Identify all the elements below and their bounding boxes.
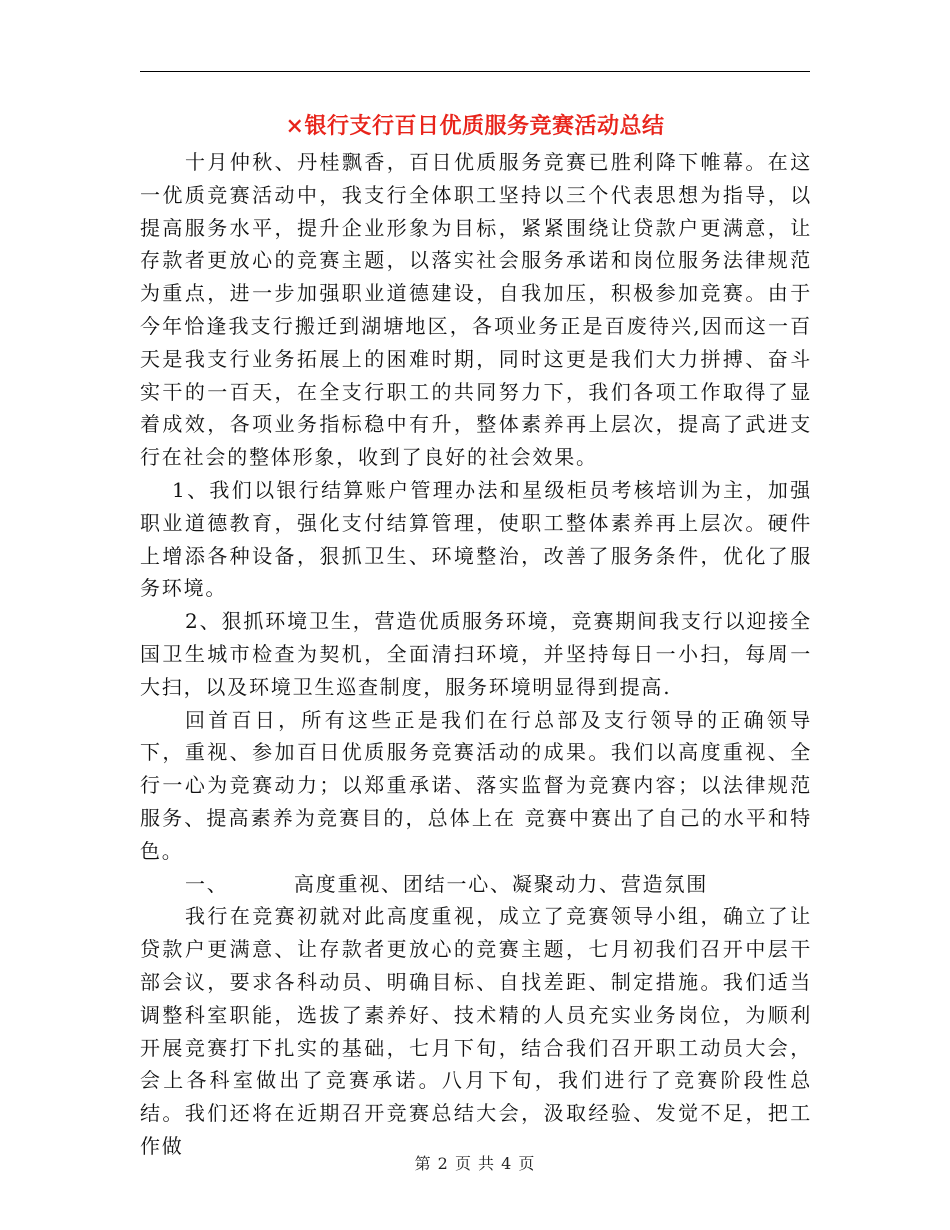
- page-footer: 第 2 页 共 4 页: [414, 1154, 536, 1173]
- paragraph-item-2: 2、狠抓环境卫生，营造优质服务环境，竞赛期间我支行以迎接全国卫生城市检查为契机，全面清扫环境，并坚持每日一小扫，每周一大扫，以及环境卫生巡查制度，服务环境明显得到提高.: [140, 609, 812, 699]
- paragraph-section-1: 我行在竞赛初就对此高度重视，成立了竞赛领导小组，确立了让贷款户更满意、让存款者更放心的竞赛主题，七月初我们召开中层干部会议，要求各科动员、明确目标、自找差距、制定措施。我们适当调整科室职能，选拔了素养好、技术精的人员充实业务岗位，为顺利开展竞赛打下扎实的基础，七月下旬，结合我们召开职工动员大会，会上各科室做出了竞赛承诺。八月下旬，我们进行了竞赛阶段性总结。我们还将在近期召开竞赛总结大会，汲取经验、发觉不足，把工作做: [140, 904, 812, 1158]
- document-title: ×银行支行百日优质服务竞赛活动总结: [285, 113, 665, 139]
- paragraph-intro: 十月仲秋、丹桂飘香，百日优质服务竞赛已胜利降下帷幕。在这一优质竞赛活动中，我支行全体职工坚持以三个代表思想为指导，以提高服务水平，提升企业形象为目标，紧紧围绕让贷款户更满意，让存款者更放心的竞赛主题，以落实社会服务承诺和岗位服务法律规范为重点，进一步加强职业道德建设，自我加压，积极参加竞赛。由于今年恰逢我支行搬迁到湖塘地区，各项业务正是百废待兴,因而这一百天是我支行业务拓展上的困难时期，同时这更是我们大力拼搏、奋斗实干的一百天，在全支行职工的共同努力下，我们各项工作取得了显着成效，各项业务指标稳中有升，整体素养再上层次，提高了武进支行在社会的整体形象，收到了良好的社会效果。: [140, 150, 812, 470]
- section-heading-1: 一、 高度重视、团结一心、凝聚动力、营造氛围: [185, 871, 709, 896]
- paragraph-review: 回首百日，所有这些正是我们在行总部及支行领导的正确领导下，重视、参加百日优质服务竞赛活动的成果。我们以高度重视、全行一心为竞赛动力；以郑重承诺、落实监督为竞赛内容；以法律规范服务、提高素养为竞赛目的，总体上在 竞赛中赛出了自己的水平和特色。: [140, 707, 812, 863]
- header-rule: [140, 71, 810, 72]
- document-body: [140, 146, 812, 1163]
- paragraph-item-1: 1、我们以银行结算账户管理办法和星级柜员考核培训为主，加强职业道德教育，强化支付结算管理，使职工整体素养再上层次。硬件上增添各种设备，狠抓卫生、环境整治，改善了服务条件，优化了服务环境。: [140, 477, 812, 601]
